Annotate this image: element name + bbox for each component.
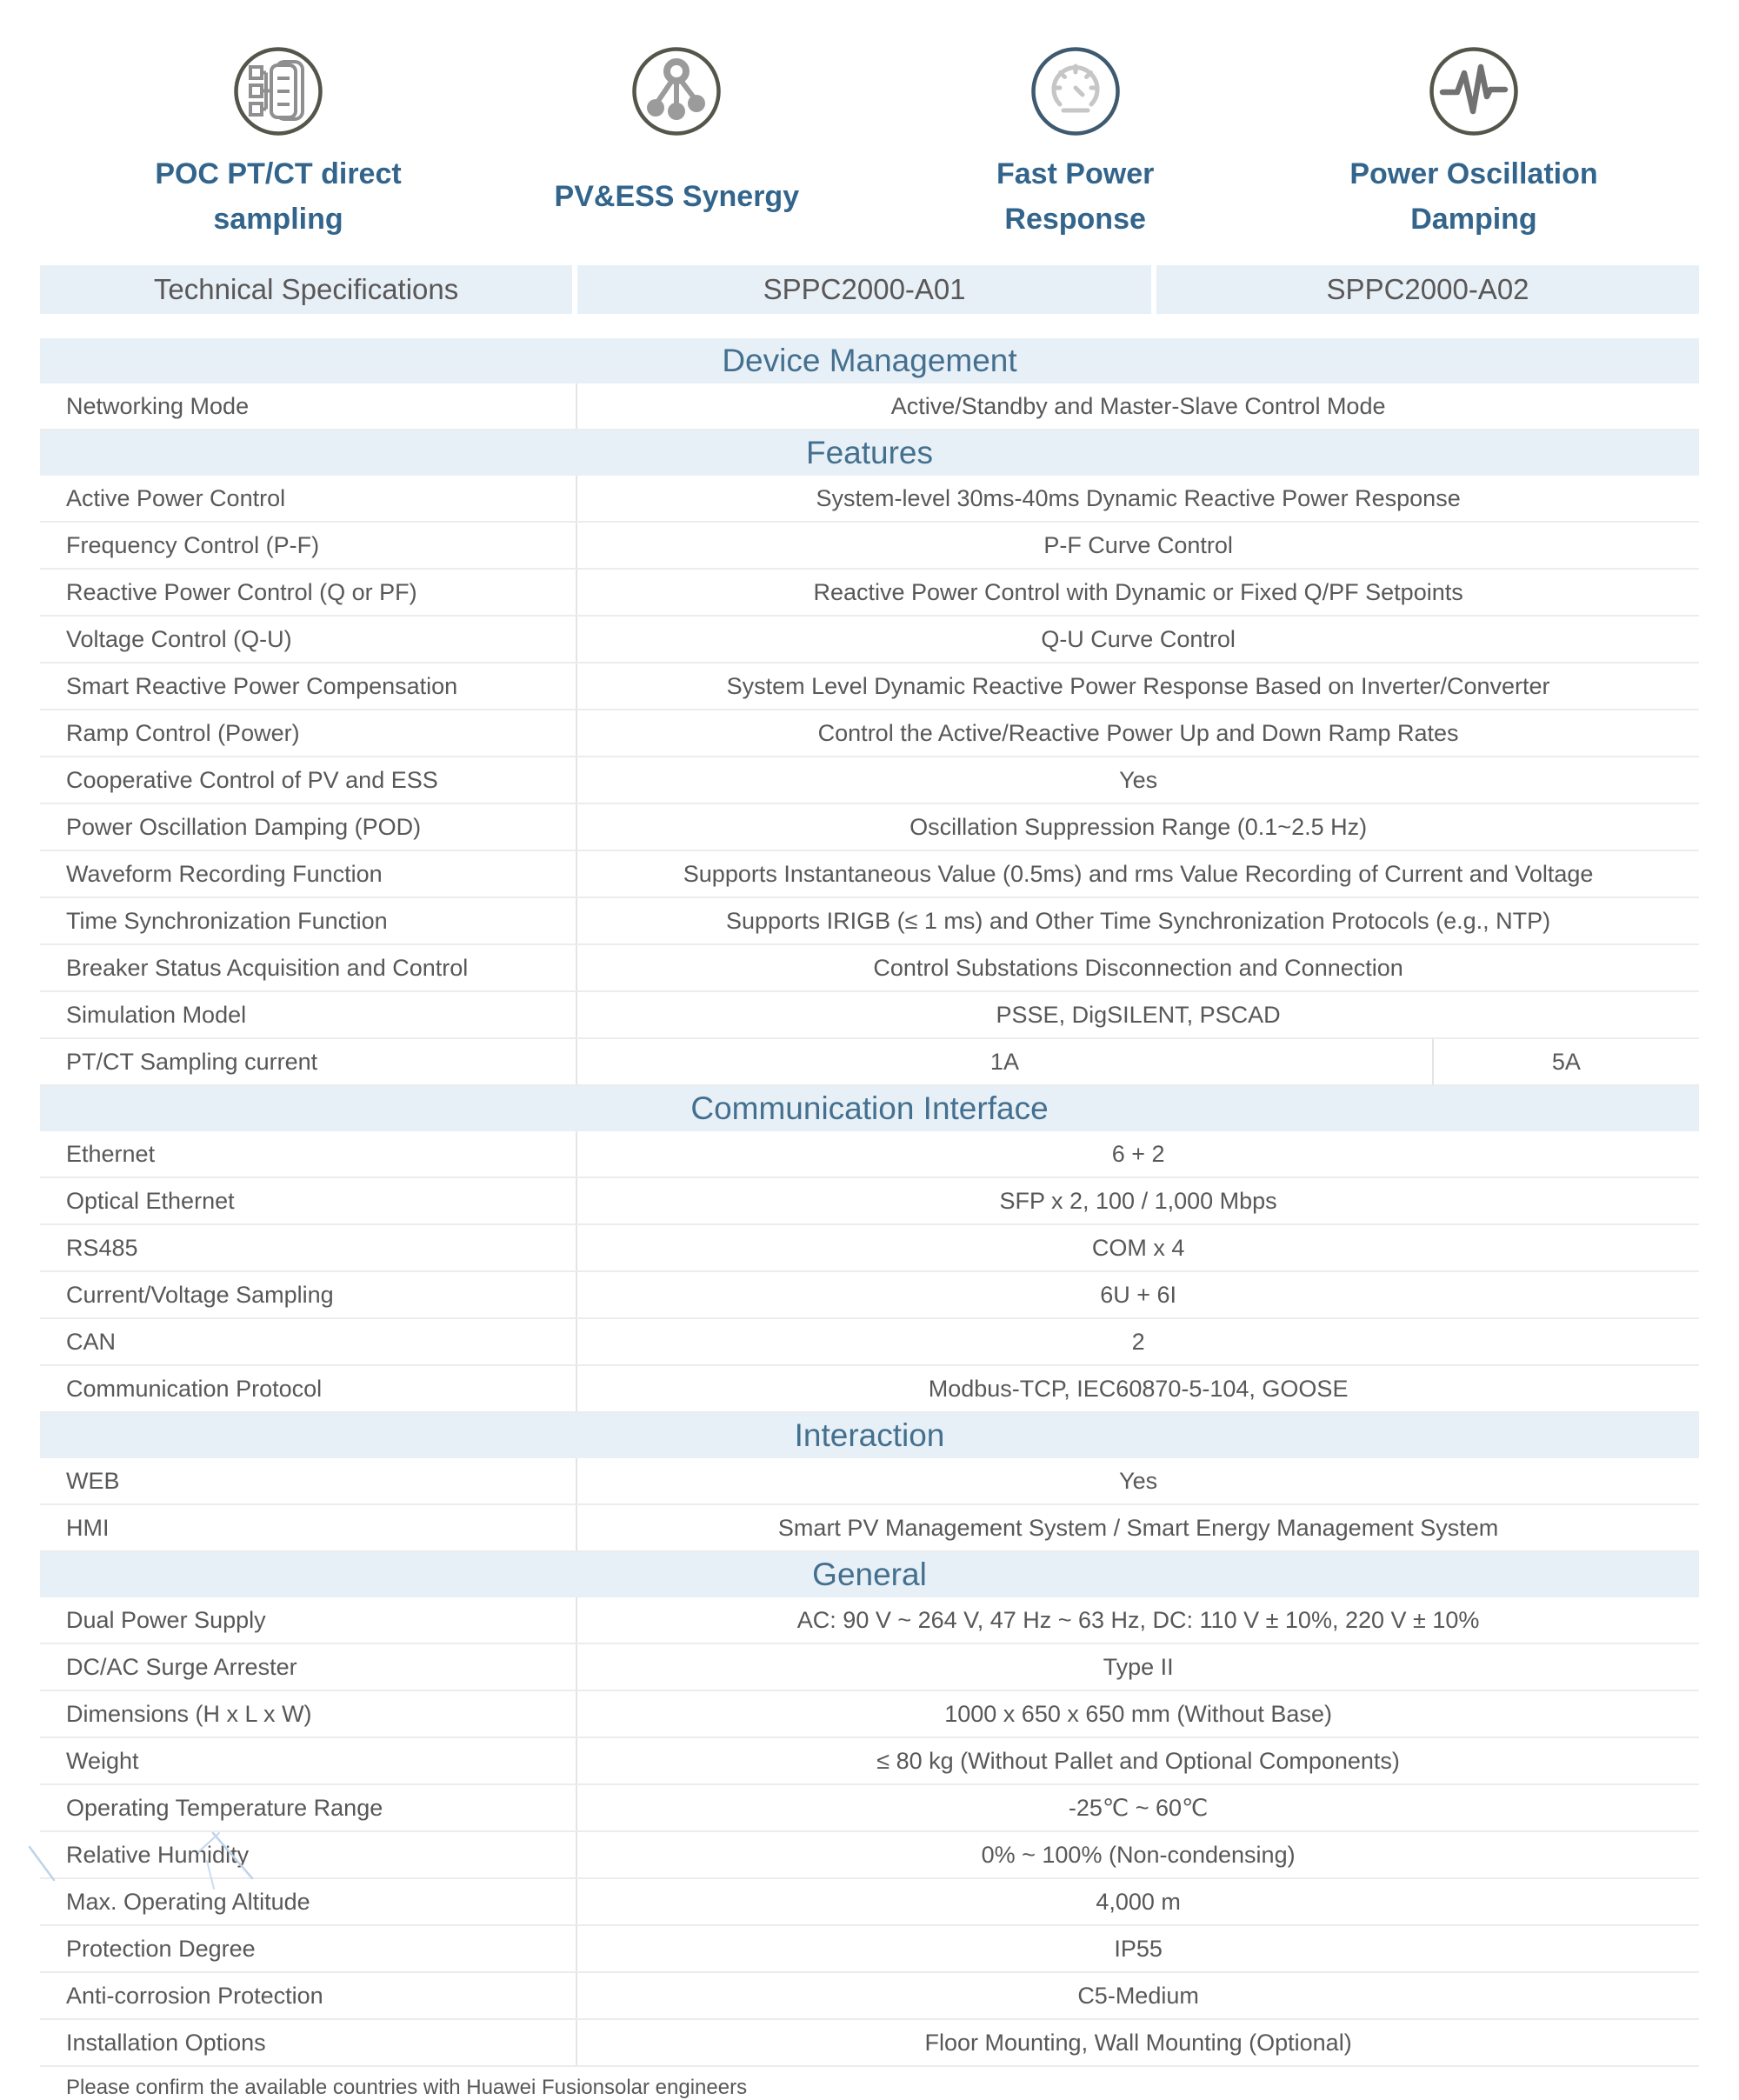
- feature-label: POC PT/CT direct sampling: [155, 157, 402, 236]
- spec-label: Weight: [40, 1738, 577, 1783]
- feature-item: [1287, 46, 1661, 243]
- fast-power-response-icon: [1030, 46, 1121, 137]
- spec-label: RS485: [40, 1225, 577, 1270]
- table-header-row: [40, 265, 1699, 314]
- feature-item: [889, 46, 1263, 243]
- table-row: [40, 992, 1699, 1039]
- spec-label: Operating Temperature Range: [40, 1785, 577, 1830]
- feature-item: [91, 46, 465, 243]
- spec-value: 1A: [577, 1039, 1434, 1084]
- section-title: Features: [40, 430, 1699, 476]
- spec-label: Frequency Control (P-F): [40, 523, 577, 568]
- spec-value: PSSE, DigSILENT, PSCAD: [996, 1001, 1281, 1028]
- spec-value: 0% ~ 100% (Non-condensing): [981, 1841, 1296, 1868]
- table-row: [40, 1738, 1699, 1785]
- table-row: [40, 383, 1699, 430]
- spec-label: PT/CT Sampling current: [40, 1039, 577, 1084]
- table-header-model: SPPC2000-A02: [1326, 273, 1529, 305]
- spec-value: System Level Dynamic Reactive Power Response Based on Inverter/Converter: [726, 672, 1550, 699]
- spec-value: 5A: [1551, 1048, 1581, 1075]
- pv-ess-synergy-icon: [631, 46, 722, 137]
- table-row: [40, 570, 1699, 617]
- section-title: Interaction: [40, 1413, 1699, 1458]
- spec-value: 6U + 6I: [1100, 1281, 1176, 1308]
- feature-label: Fast Power Response: [996, 157, 1155, 236]
- spec-label: Cooperative Control of PV and ESS: [40, 757, 577, 803]
- spec-label: Anti-corrosion Protection: [40, 1973, 577, 2018]
- spec-label: DC/AC Surge Arrester: [40, 1644, 577, 1690]
- spec-value: Type II: [1103, 1653, 1174, 1680]
- spec-value: 6 + 2: [1111, 1140, 1165, 1167]
- feature-item: [490, 46, 863, 243]
- spec-label: Ramp Control (Power): [40, 710, 577, 756]
- spec-label: Ethernet: [40, 1131, 577, 1177]
- spec-value: Floor Mounting, Wall Mounting (Optional): [924, 2029, 1352, 2056]
- table-header-title: Technical Specifications: [40, 265, 577, 314]
- spec-label: WEB: [40, 1458, 577, 1503]
- spec-label: Waveform Recording Function: [40, 851, 577, 897]
- spec-label: Installation Options: [40, 2020, 577, 2065]
- spec-value: Yes: [1119, 766, 1158, 793]
- table-row: [40, 757, 1699, 804]
- table-row: [40, 1131, 1699, 1178]
- table-row: [40, 1272, 1699, 1319]
- spec-label: Dimensions (H x L x W): [40, 1691, 577, 1737]
- spec-value: 4,000 m: [1096, 1888, 1181, 1915]
- table-row: [40, 1691, 1699, 1738]
- spec-label: Networking Mode: [40, 383, 577, 429]
- spec-value: Supports IRIGB (≤ 1 ms) and Other Time Synchronization Protocols (e.g., NTP): [726, 907, 1551, 934]
- spec-label: Optical Ethernet: [40, 1178, 577, 1223]
- table-row: [40, 523, 1699, 570]
- table-row: [40, 1319, 1699, 1366]
- feature-label: Power Oscillation Damping: [1349, 157, 1598, 236]
- table-row: [40, 2020, 1699, 2067]
- table-row: [40, 617, 1699, 663]
- footnote: Please confirm the available countries with Huawei Fusionsolar engineers: [66, 2076, 748, 2099]
- spec-label: Relative Humidity: [40, 1832, 577, 1877]
- spec-label: Simulation Model: [40, 992, 577, 1037]
- table-row: [40, 1973, 1699, 2020]
- spec-table: [40, 265, 1699, 2067]
- spec-value: SFP x 2, 100 / 1,000 Mbps: [999, 1187, 1277, 1214]
- spec-value: AC: 90 V ~ 264 V, 47 Hz ~ 63 Hz, DC: 110 V ± 10%, 220 V ± 10%: [796, 1606, 1480, 1633]
- table-row: [40, 1926, 1699, 1973]
- table-row: [40, 1039, 1699, 1086]
- spec-label: Current/Voltage Sampling: [40, 1272, 577, 1317]
- spec-label: Voltage Control (Q-U): [40, 617, 577, 662]
- table-row: [40, 710, 1699, 757]
- table-row: [40, 1366, 1699, 1413]
- spec-value: P-F Curve Control: [1043, 531, 1233, 558]
- spec-value: 2: [1131, 1328, 1145, 1355]
- spec-value: Control Substations Disconnection and Connection: [873, 954, 1403, 981]
- spec-label: Active Power Control: [40, 476, 577, 521]
- table-row: [40, 476, 1699, 523]
- spec-value: -25℃ ~ 60℃: [1068, 1794, 1209, 1821]
- table-header-model: SPPC2000-A01: [577, 265, 1156, 314]
- table-row: [40, 1879, 1699, 1926]
- power-oscillation-damping-icon: [1429, 46, 1519, 137]
- section-title: Communication Interface: [40, 1086, 1699, 1131]
- spec-value: Yes: [1119, 1467, 1158, 1494]
- spec-label: Time Synchronization Function: [40, 898, 577, 943]
- table-row: [40, 851, 1699, 898]
- spec-label: Breaker Status Acquisition and Control: [40, 945, 577, 990]
- section-title: Device Management: [40, 338, 1699, 383]
- table-row: [40, 1785, 1699, 1832]
- spec-label: Max. Operating Altitude: [40, 1879, 577, 1924]
- spec-value: C5-Medium: [1077, 1982, 1199, 2009]
- spec-value: Reactive Power Control with Dynamic or Fixed Q/PF Setpoints: [813, 578, 1463, 605]
- spec-value: Control the Active/Reactive Power Up and Down Ramp Rates: [817, 719, 1459, 746]
- table-row: [40, 1597, 1699, 1644]
- spec-label: Reactive Power Control (Q or PF): [40, 570, 577, 615]
- table-row: [40, 663, 1699, 710]
- spec-label: Smart Reactive Power Compensation: [40, 663, 577, 709]
- table-row: [40, 1458, 1699, 1505]
- table-row: [40, 1225, 1699, 1272]
- spec-value: ≤ 80 kg (Without Pallet and Optional Components): [876, 1747, 1400, 1774]
- spec-label: Communication Protocol: [40, 1366, 577, 1411]
- spec-value: Modbus-TCP, IEC60870-5-104, GOOSE: [928, 1375, 1349, 1402]
- spec-value: Oscillation Suppression Range (0.1~2.5 Hz): [909, 813, 1368, 840]
- spec-value: Q-U Curve Control: [1041, 625, 1236, 652]
- table-row: [40, 1505, 1699, 1552]
- spec-label: Protection Degree: [40, 1926, 577, 1971]
- feature-highlights: [0, 0, 1739, 243]
- spec-label: Dual Power Supply: [40, 1597, 577, 1643]
- table-row: [40, 1178, 1699, 1225]
- table-row: [40, 898, 1699, 945]
- spec-value: System-level 30ms-40ms Dynamic Reactive Power Response: [816, 484, 1461, 511]
- spec-value: Smart PV Management System / Smart Energy Management System: [777, 1514, 1499, 1541]
- table-row: [40, 1832, 1699, 1879]
- section-title: General: [40, 1552, 1699, 1597]
- spec-label: HMI: [40, 1505, 577, 1550]
- spec-value: Active/Standby and Master-Slave Control Mode: [890, 392, 1386, 419]
- table-row: [40, 804, 1699, 851]
- spec-value: Supports Instantaneous Value (0.5ms) and rms Value Recording of Current and Voltage: [683, 860, 1594, 887]
- poc-pt-ct-sampling-icon: [233, 46, 323, 137]
- table-row: [40, 1644, 1699, 1691]
- spec-label: CAN: [40, 1319, 577, 1364]
- spec-value: 1000 x 650 x 650 mm (Without Base): [944, 1700, 1332, 1727]
- feature-label: PV&ESS Synergy: [554, 180, 800, 213]
- table-row: [40, 945, 1699, 992]
- spec-label: Power Oscillation Damping (POD): [40, 804, 577, 850]
- spec-value: IP55: [1114, 1935, 1163, 1962]
- spec-value: COM x 4: [1091, 1234, 1185, 1261]
